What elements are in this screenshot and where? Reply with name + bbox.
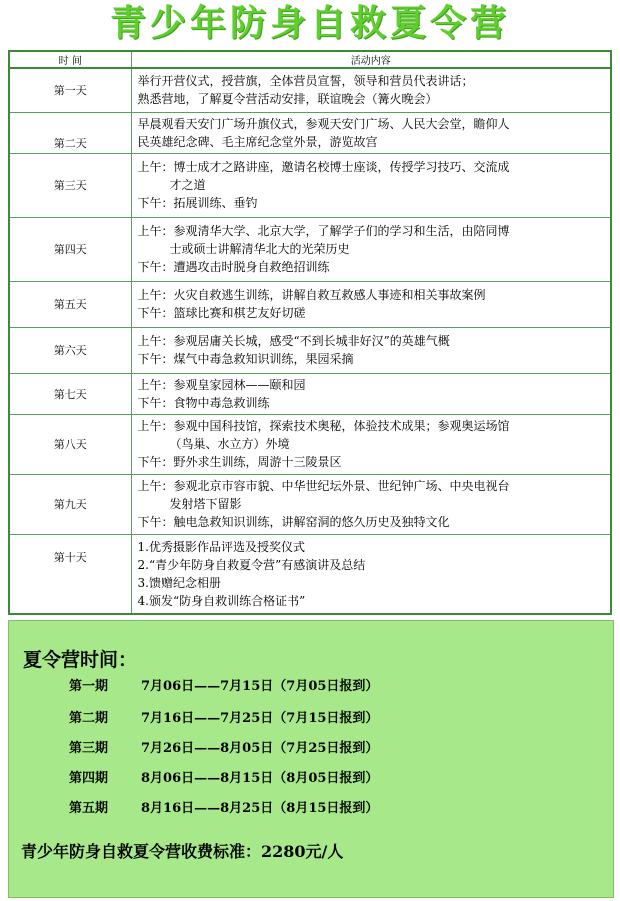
session-item [69,737,378,756]
session-label: 第三期 [69,741,109,756]
content-line: 4.颁发“防身自救训练合格证书” [137,593,306,608]
content-header: 活动内容 [131,51,611,68]
content-line: 上午：参观北京市容市貌、中华世纪坛外景、世纪钟广场、中央电视台 [137,479,510,493]
day-content [131,414,611,474]
session-label: 第二期 [69,711,109,726]
content-line: 下午：煤气中毒急救知识训练，果园采摘 [137,352,354,366]
day-content [131,112,611,153]
day-label: 第八天 [9,414,131,474]
content-line: 3.馈赠纪念相册 [137,575,221,590]
table-row [9,68,611,112]
content-line: 才之道 [169,178,206,192]
content-line: 发射塔下留影 [169,497,242,511]
content-line: 上午：火灾自救逃生训练，讲解自救互救感人事迹和相关事故案例 [137,288,486,302]
fee-standard: 青少年防身自救夏令营收费标准：2280元/人 [21,842,344,861]
content-line: 民英雄纪念碑、毛主席纪念堂外景，游览故宫 [137,134,378,149]
table-row [9,534,611,614]
content-line: 下午：野外求生训练，周游十三陵景区 [137,455,342,469]
day-content [131,474,611,534]
day-label: 第二天 [9,112,131,153]
content-line: （鸟巢、水立方）外境 [169,437,290,451]
session-dates: 7月06日——7月15日（7月05日报到） [141,679,379,694]
session-item [69,767,378,786]
content-line: 2.“青少年防身自救夏令营”有感演讲及总结 [137,557,366,572]
table-row [9,373,611,414]
page-title: 青少年防身自救夏令营 [109,3,510,44]
content-line: 下午：食物中毒急救训练 [137,395,270,410]
day-content [131,68,611,112]
content-line: 下午：篮球比赛和棋艺友好切磋 [137,306,306,320]
content-line: 上午：参观皇家园林——颐和园 [137,377,306,392]
content-line: 熟悉营地，了解夏令营活动安排，联谊晚会（篝火晚会） [137,92,438,107]
day-content [131,534,611,614]
day-content [131,217,611,281]
content-line: 下午：拓展训练、垂钓 [137,196,258,210]
session-label: 第四期 [69,771,109,786]
session-label: 第一期 [69,679,109,694]
content-line: 下午：触电急救知识训练，讲解窑洞的悠久历史及独特文化 [137,515,450,529]
day-label: 第七天 [9,373,131,414]
content-line: 上午：参观居庸关长城，感受“不到长城非好汉”的英雄气概 [137,334,450,348]
session-item [69,707,378,726]
day-content [131,281,611,327]
table-row [9,281,611,327]
day-label: 第六天 [9,327,131,373]
table-header-row [9,51,611,68]
table-row [9,217,611,281]
table-row [9,414,611,474]
session-dates: 8月06日——8月15日（8月05日报到） [141,771,379,786]
content-line: 下午：遭遇攻击时脱身自救绝招训练 [137,260,330,274]
session-item [69,675,378,694]
content-line: 上午：参观清华大学、北京大学，了解学子们的学习和生活，由陪同博 [137,224,510,238]
session-dates: 7月26日——8月05日（7月25日报到） [141,741,379,756]
time-header: 时 间 [9,51,131,68]
content-line: 士或硕士讲解清华北大的光荣历史 [169,242,350,256]
day-label: 第四天 [9,217,131,281]
table-row [9,153,611,217]
content-line: 早晨观看天安门广场升旗仪式，参观天安门广场、人民大会堂，瞻仰人 [137,116,510,131]
camp-time-title: 夏令营时间： [23,649,138,671]
content-line: 举行开营仪式，授营旗，全体营员宣誓，领导和营员代表讲话； [137,74,474,89]
day-content [131,153,611,217]
content-line: 上午：参观中国科技馆，探索技术奥秘，体验技术成果；参观奥运场馆 [137,419,510,433]
table-row [9,112,611,153]
session-label: 第五期 [69,801,109,816]
day-label: 第三天 [9,153,131,217]
day-label: 第十天 [9,534,131,614]
session-dates: 7月16日——7月25日（7月15日报到） [141,711,379,726]
schedule-table [8,50,612,615]
day-content [131,327,611,373]
day-label: 第一天 [9,68,131,112]
day-label: 第九天 [9,474,131,534]
content-line: 1.优秀摄影作品评选及授奖仪式 [137,539,305,554]
camp-info-box [8,620,614,898]
table-row [9,474,611,534]
session-dates: 8月16日——8月25日（8月15日报到） [141,801,379,816]
content-line: 上午：博士成才之路讲座，邀请名校博士座谈，传授学习技巧、交流成 [137,160,510,174]
day-content [131,373,611,414]
day-label: 第五天 [9,281,131,327]
session-item [69,797,378,816]
table-row [9,327,611,373]
